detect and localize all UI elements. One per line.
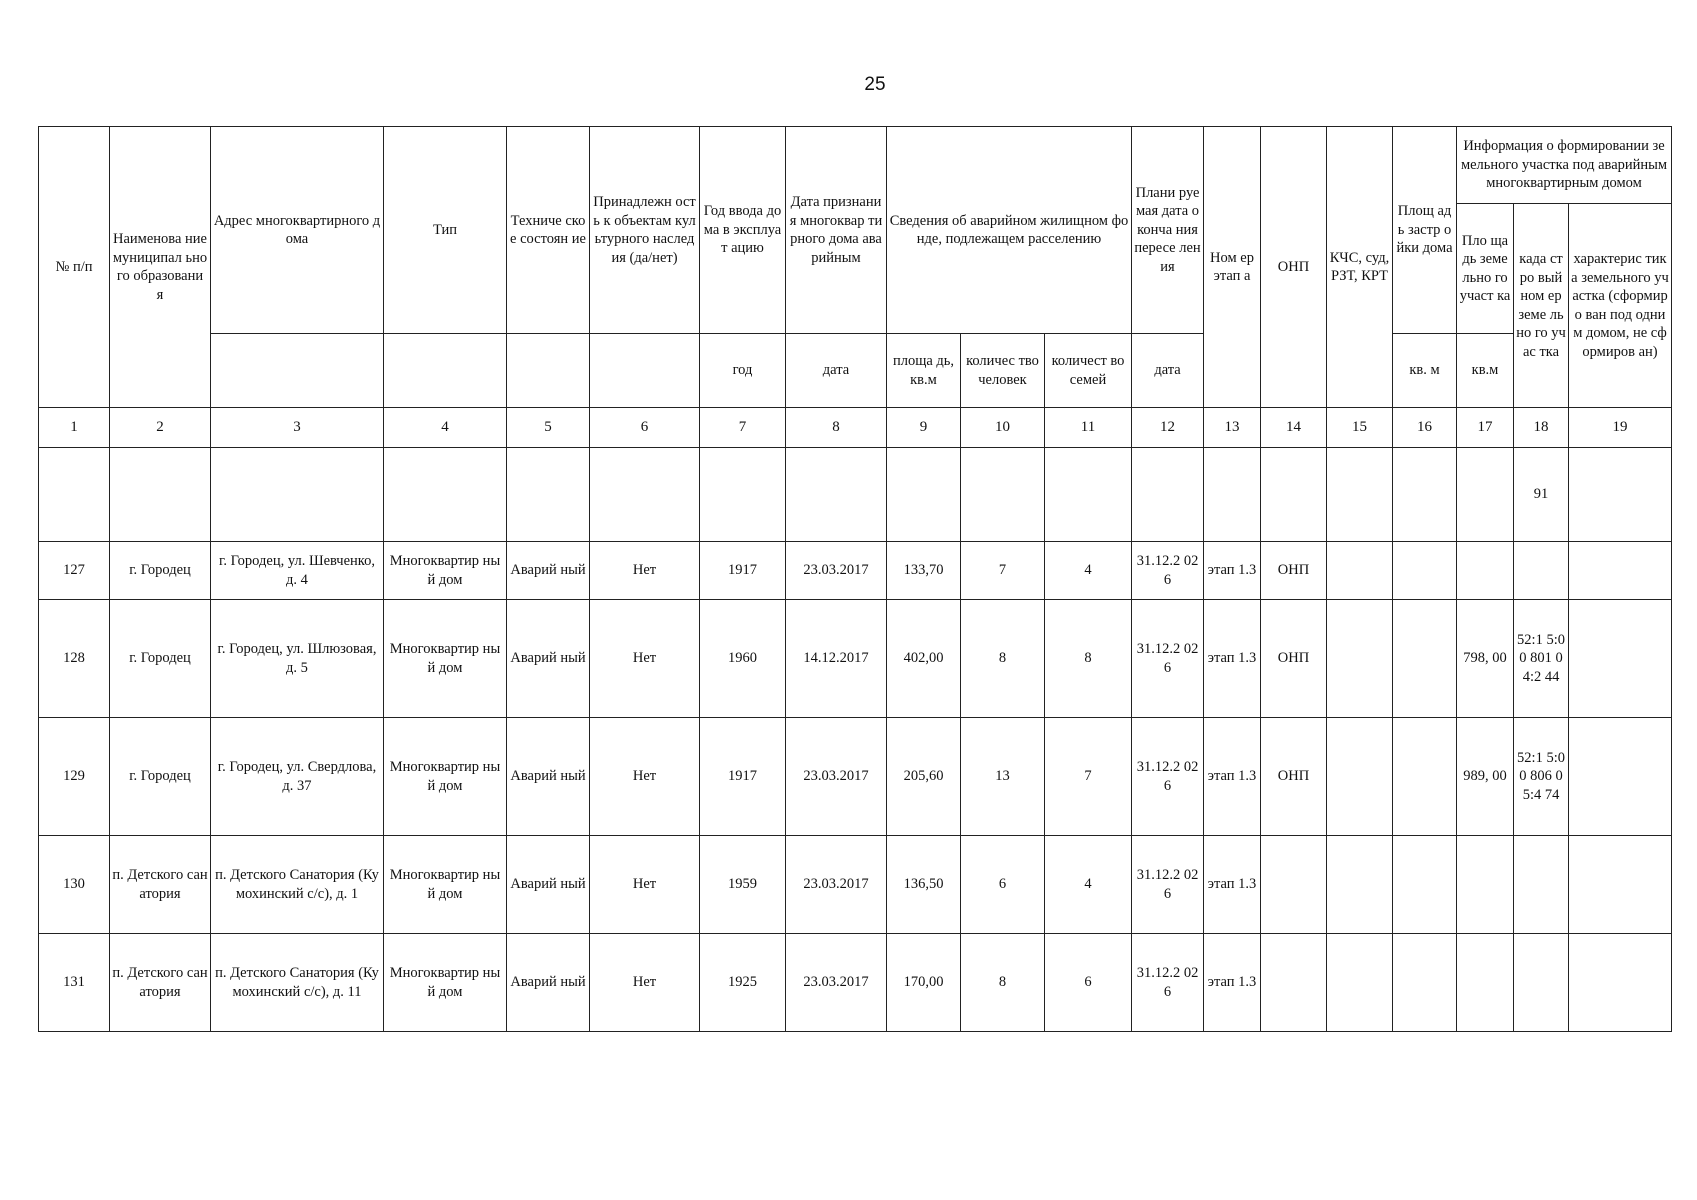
column-number: 12 bbox=[1132, 408, 1204, 448]
row-municipality: п. Детского санатория bbox=[110, 836, 211, 934]
column-number: 4 bbox=[384, 408, 507, 448]
row-cadastral: 52:1 5:00 801 04:2 44 bbox=[1514, 600, 1569, 718]
row-num: 130 bbox=[39, 836, 110, 934]
row-kchs bbox=[1327, 542, 1393, 600]
row-kchs bbox=[1327, 600, 1393, 718]
column-number: 2 bbox=[110, 408, 211, 448]
header-onp: ОНП bbox=[1261, 127, 1327, 408]
header-address-cont bbox=[211, 334, 384, 408]
row-year: 1960 bbox=[700, 600, 786, 718]
row-municipality: г. Городец bbox=[110, 542, 211, 600]
row-heritage: Нет bbox=[590, 542, 700, 600]
carryover-row bbox=[39, 448, 1672, 542]
row-date: 14.12.2017 bbox=[786, 600, 887, 718]
column-number: 18 bbox=[1514, 408, 1569, 448]
row-num: 128 bbox=[39, 600, 110, 718]
header-build-area-unit: кв. м bbox=[1393, 334, 1457, 408]
row-plan-date: 31.12.2 026 bbox=[1132, 600, 1204, 718]
row-kchs bbox=[1327, 836, 1393, 934]
row-address: п. Детского Санатория (Кумохинский с/с), д. 11 bbox=[211, 934, 384, 1032]
row-area: 402,00 bbox=[887, 600, 961, 718]
row-kchs bbox=[1327, 934, 1393, 1032]
header-build-area: Площ адь застр ойки дома bbox=[1393, 127, 1457, 334]
row-stage: этап 1.3 bbox=[1204, 934, 1261, 1032]
column-number: 16 bbox=[1393, 408, 1457, 448]
row-plan-date: 31.12.2 026 bbox=[1132, 836, 1204, 934]
row-year: 1917 bbox=[700, 542, 786, 600]
carryover-cadastral-cell: 91 bbox=[1514, 448, 1569, 542]
header-land-plot-group: Информация о формировании земельного участка под аварийным многоквартирным домом bbox=[1457, 127, 1672, 204]
row-onp: ОНП bbox=[1261, 600, 1327, 718]
row-heritage: Нет bbox=[590, 836, 700, 934]
row-kchs bbox=[1327, 718, 1393, 836]
row-condition: Аварий ный bbox=[507, 836, 590, 934]
header-plot-area-unit: кв.м bbox=[1457, 334, 1514, 408]
row-plot-area bbox=[1457, 542, 1514, 600]
row-date: 23.03.2017 bbox=[786, 836, 887, 934]
row-num: 131 bbox=[39, 934, 110, 1032]
row-stage: этап 1.3 bbox=[1204, 836, 1261, 934]
row-plot-char bbox=[1569, 718, 1672, 836]
row-people: 8 bbox=[961, 934, 1045, 1032]
row-build-area bbox=[1393, 836, 1457, 934]
header-families-unit: количест во семей bbox=[1045, 334, 1132, 408]
row-area: 170,00 bbox=[887, 934, 961, 1032]
header-area-unit: площа дь, кв.м bbox=[887, 334, 961, 408]
row-build-area bbox=[1393, 934, 1457, 1032]
row-plot-area: 798, 00 bbox=[1457, 600, 1514, 718]
row-date: 23.03.2017 bbox=[786, 718, 887, 836]
page-number: 25 bbox=[864, 74, 886, 95]
header-cadastral: када стро вый ном ер земе льно го учас тка bbox=[1514, 204, 1569, 408]
row-num: 129 bbox=[39, 718, 110, 836]
table-row bbox=[39, 600, 1672, 718]
column-number: 6 bbox=[590, 408, 700, 448]
row-date: 23.03.2017 bbox=[786, 542, 887, 600]
header-plan-date-unit: дата bbox=[1132, 334, 1204, 408]
table-row bbox=[39, 718, 1672, 836]
row-onp: ОНП bbox=[1261, 718, 1327, 836]
emergency-housing-table bbox=[38, 126, 1672, 1032]
row-plot-area bbox=[1457, 836, 1514, 934]
column-number: 10 bbox=[961, 408, 1045, 448]
row-people: 6 bbox=[961, 836, 1045, 934]
row-onp bbox=[1261, 836, 1327, 934]
row-stage: этап 1.3 bbox=[1204, 718, 1261, 836]
row-address: г. Городец, ул. Шевченко, д. 4 bbox=[211, 542, 384, 600]
table-row bbox=[39, 934, 1672, 1032]
row-stage: этап 1.3 bbox=[1204, 600, 1261, 718]
column-number: 5 bbox=[507, 408, 590, 448]
header-num: № п/п bbox=[39, 127, 110, 408]
column-number: 13 bbox=[1204, 408, 1261, 448]
row-people: 7 bbox=[961, 542, 1045, 600]
column-number: 8 bbox=[786, 408, 887, 448]
column-number: 14 bbox=[1261, 408, 1327, 448]
row-condition: Аварий ный bbox=[507, 542, 590, 600]
column-number: 7 bbox=[700, 408, 786, 448]
row-municipality: г. Городец bbox=[110, 718, 211, 836]
row-plan-date: 31.12.2 026 bbox=[1132, 934, 1204, 1032]
row-date: 23.03.2017 bbox=[786, 934, 887, 1032]
row-build-area bbox=[1393, 718, 1457, 836]
row-cadastral: 52:1 5:00 806 05:4 74 bbox=[1514, 718, 1569, 836]
row-type: Многоквартир ный дом bbox=[384, 542, 507, 600]
row-plot-area: 989, 00 bbox=[1457, 718, 1514, 836]
row-families: 4 bbox=[1045, 542, 1132, 600]
row-year: 1959 bbox=[700, 836, 786, 934]
row-type: Многоквартир ный дом bbox=[384, 934, 507, 1032]
row-condition: Аварий ный bbox=[507, 718, 590, 836]
row-plot-char bbox=[1569, 934, 1672, 1032]
row-plot-char bbox=[1569, 600, 1672, 718]
column-number: 17 bbox=[1457, 408, 1514, 448]
row-plan-date: 31.12.2 026 bbox=[1132, 542, 1204, 600]
row-heritage: Нет bbox=[590, 718, 700, 836]
header-recognition-date: Дата признания многоквар тирного дома аварийным bbox=[786, 127, 887, 334]
header-address: Адрес многоквартирного дома bbox=[211, 127, 384, 334]
row-plot-char bbox=[1569, 836, 1672, 934]
row-condition: Аварий ный bbox=[507, 934, 590, 1032]
row-year: 1925 bbox=[700, 934, 786, 1032]
row-area: 136,50 bbox=[887, 836, 961, 934]
row-type: Многоквартир ный дом bbox=[384, 836, 507, 934]
header-row-units bbox=[39, 334, 1672, 408]
row-address: г. Городец, ул. Шлюзовая, д. 5 bbox=[211, 600, 384, 718]
row-type: Многоквартир ный дом bbox=[384, 718, 507, 836]
column-number: 19 bbox=[1569, 408, 1672, 448]
column-number: 9 bbox=[887, 408, 961, 448]
row-plot-area bbox=[1457, 934, 1514, 1032]
header-housing-fund-group: Сведения об аварийном жилищном фонде, подлежащем расселению bbox=[887, 127, 1132, 334]
row-families: 6 bbox=[1045, 934, 1132, 1032]
table-row bbox=[39, 836, 1672, 934]
header-municipality: Наименова ние муниципал ьного образовани я bbox=[110, 127, 211, 408]
header-year-unit: год bbox=[700, 334, 786, 408]
header-heritage: Принадлежн ость к объектам культурного наследия (да/нет) bbox=[590, 127, 700, 334]
row-heritage: Нет bbox=[590, 600, 700, 718]
row-area: 205,60 bbox=[887, 718, 961, 836]
header-heritage-cont bbox=[590, 334, 700, 408]
row-onp: ОНП bbox=[1261, 542, 1327, 600]
column-number: 3 bbox=[211, 408, 384, 448]
row-year: 1917 bbox=[700, 718, 786, 836]
header-plot-characteristic: характерис тика земельного участка (сформиро ван под одним домом, не сформиров ан) bbox=[1569, 204, 1672, 408]
header-row-top bbox=[39, 127, 1672, 204]
row-plan-date: 31.12.2 026 bbox=[1132, 718, 1204, 836]
row-families: 4 bbox=[1045, 836, 1132, 934]
row-address: г. Городец, ул. Свердлова, д. 37 bbox=[211, 718, 384, 836]
row-cadastral bbox=[1514, 542, 1569, 600]
row-onp bbox=[1261, 934, 1327, 1032]
column-number: 15 bbox=[1327, 408, 1393, 448]
header-stage: Ном ер этап а bbox=[1204, 127, 1261, 408]
header-date-unit: дата bbox=[786, 334, 887, 408]
header-type: Тип bbox=[384, 127, 507, 334]
header-type-cont bbox=[384, 334, 507, 408]
row-municipality: п. Детского санатория bbox=[110, 934, 211, 1032]
row-cadastral bbox=[1514, 836, 1569, 934]
row-families: 7 bbox=[1045, 718, 1132, 836]
row-families: 8 bbox=[1045, 600, 1132, 718]
row-people: 8 bbox=[961, 600, 1045, 718]
row-plot-char bbox=[1569, 542, 1672, 600]
row-cadastral bbox=[1514, 934, 1569, 1032]
header-plot-area: Пло щадь земе льно го участ ка bbox=[1457, 204, 1514, 334]
row-num: 127 bbox=[39, 542, 110, 600]
table-row bbox=[39, 542, 1672, 600]
row-address: п. Детского Санатория (Кумохинский с/с), д. 1 bbox=[211, 836, 384, 934]
column-number: 11 bbox=[1045, 408, 1132, 448]
header-people-unit: количес тво человек bbox=[961, 334, 1045, 408]
column-number: 1 bbox=[39, 408, 110, 448]
header-kchs: КЧС, суд, РЗТ, КРТ bbox=[1327, 127, 1393, 408]
row-heritage: Нет bbox=[590, 934, 700, 1032]
row-area: 133,70 bbox=[887, 542, 961, 600]
row-build-area bbox=[1393, 542, 1457, 600]
row-build-area bbox=[1393, 600, 1457, 718]
row-municipality: г. Городец bbox=[110, 600, 211, 718]
header-plan-date: Плани руемая дата оконча ния пересе ления bbox=[1132, 127, 1204, 334]
header-condition: Техниче ское состоян ие bbox=[507, 127, 590, 334]
column-number-row bbox=[39, 408, 1672, 448]
header-year: Год ввода дома в эксплуат ацию bbox=[700, 127, 786, 334]
row-stage: этап 1.3 bbox=[1204, 542, 1261, 600]
row-condition: Аварий ный bbox=[507, 600, 590, 718]
header-condition-cont bbox=[507, 334, 590, 408]
row-people: 13 bbox=[961, 718, 1045, 836]
row-type: Многоквартир ный дом bbox=[384, 600, 507, 718]
